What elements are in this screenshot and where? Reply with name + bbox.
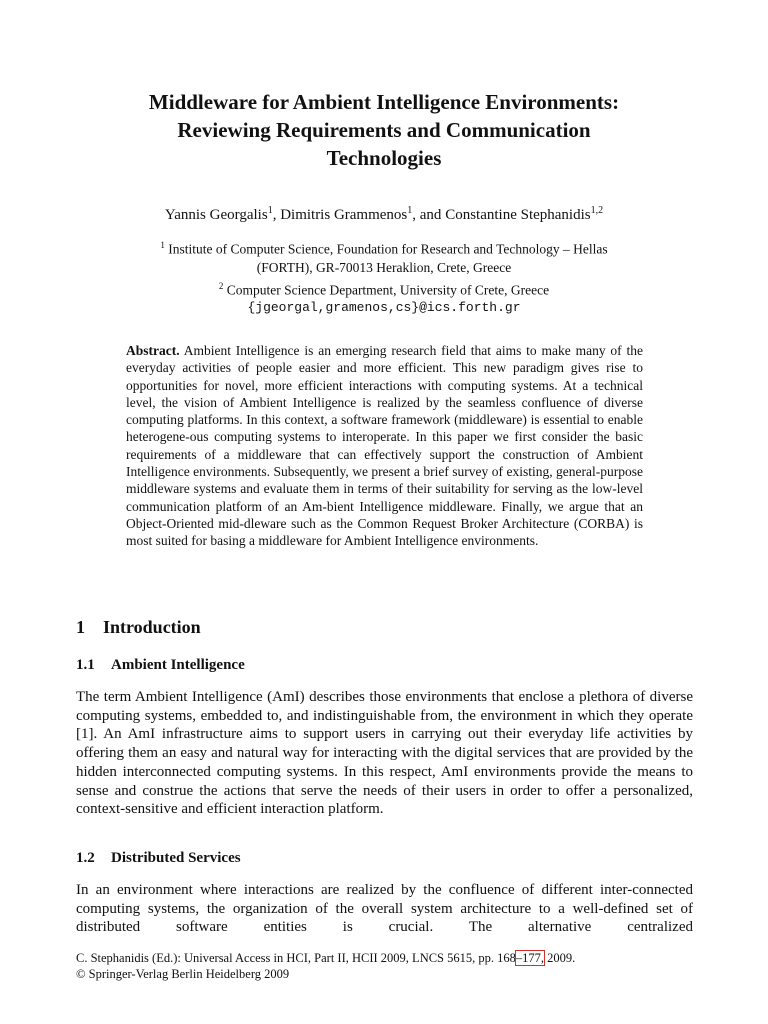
- page-range-link[interactable]: –177,: [515, 951, 545, 965]
- author-affiliation-mark: 1,2: [590, 205, 604, 216]
- author-affiliation-mark: 1: [407, 205, 413, 216]
- title-line-3: Technologies: [326, 146, 442, 170]
- author-name: Dimitris Grammenos: [280, 207, 408, 223]
- subsection-heading-ambient-intelligence: [76, 655, 245, 675]
- subsection-heading-distributed-services: [76, 848, 241, 868]
- paper-title: [0, 88, 768, 172]
- author-affiliation-mark: 1: [267, 205, 273, 216]
- section-title: Introduction: [103, 617, 201, 637]
- paragraph-ambient-intelligence: The term Ambient Intelligence (AmI) describes those environments that enclose a plethora of diverse computing systems, embedded to, and indistinguishable from, the environment in which they operate [1]. An AmI infrastructure aims to support users in carrying out their everyday life activities by offering them an easy and natural way for interacting with the digital services that are provided by the hidden interconnected computing systems. In this respect, AmI environments provide the means to sense and construe the actions that serve the needs of their users in order to offer a personalized, context-sensitive and efficient interaction platform.: [76, 689, 693, 818]
- title-line-1: Middleware for Ambient Intelligence Environments:: [148, 90, 620, 114]
- citation-text: C. Stephanidis (Ed.): Universal Access in HCI, Part II, HCII 2009, LNCS 5615, pp. 168: [76, 951, 516, 965]
- subsection-number: 1.2: [76, 850, 95, 866]
- section-number: 1: [76, 617, 85, 637]
- abstract: [126, 342, 643, 550]
- author-emails: {jgeorgal,gramenos,cs}@ics.forth.gr: [247, 300, 521, 315]
- subsection-title: Distributed Services: [111, 850, 241, 866]
- affiliation-text: Institute of Computer Science, Foundation for Research and Technology – Hellas: [164, 241, 608, 257]
- citation-year: 2009.: [544, 951, 576, 965]
- abstract-text: Ambient Intelligence is an emerging research field that aims to make many of the everyday activities of people easier and more efficient. This new paradigm gives rise to opportunities for novel, more efficient interactions with computing systems. At a technical level, the vision of Ambient Intelligence is realized by the seamless confluence of diverse computing platforms. In this context, a software framework (middleware) is essential to enable heterogene-ous computing systems to interoperate. In this paper we first consider the basic requirements of a middleware that can effectively support the construction of Ambient Intelligence environments. Subsequently, we present a brief survey of existing, general-purpose middleware systems and evaluate them in terms of their suitability for serving as the low-level communication platform of an Am-bient Intelligence middleware. Finally, we argue that an Object-Oriented mid-dleware such as the Common Request Broker Architecture (CORBA) is most suited for basing a middleware for Ambient Intelligence environments.: [126, 343, 643, 549]
- affiliation-line-2: (FORTH), GR-70013 Heraklion, Crete, Greece: [256, 259, 512, 275]
- subsection-number: 1.1: [76, 657, 95, 673]
- author-separator: ,: [272, 207, 281, 223]
- affiliation-mark: 2: [218, 280, 224, 291]
- title-line-2: Reviewing Requirements and Communication: [177, 118, 591, 142]
- affiliation-text: Computer Science Department, University of Crete, Greece: [223, 282, 550, 297]
- copyright-line: © Springer-Verlag Berlin Heidelberg 2009: [76, 967, 290, 981]
- subsection-title: Ambient Intelligence: [111, 657, 245, 673]
- section-heading-introduction: [76, 616, 201, 638]
- affiliation-line-3: [0, 277, 768, 300]
- citation-line: [76, 950, 575, 966]
- author-list: [0, 200, 768, 226]
- author-name: Yannis Georgalis: [164, 207, 268, 223]
- paragraph-distributed-services: In an environment where interactions are realized by the confluence of different inter-connected computing systems, the organization of the overall system architecture to a well-defined set of distributed software entities is crucial. The alternative centralized: [76, 882, 693, 936]
- abstract-label: Abstract.: [126, 343, 180, 358]
- author-name: Constantine Stephanidis: [445, 207, 591, 223]
- page-footer: [76, 950, 575, 982]
- affiliation-line-1: [0, 236, 768, 259]
- affiliation-mark: 1: [160, 240, 165, 250]
- affiliations: [0, 236, 768, 317]
- author-separator: , and: [412, 207, 446, 223]
